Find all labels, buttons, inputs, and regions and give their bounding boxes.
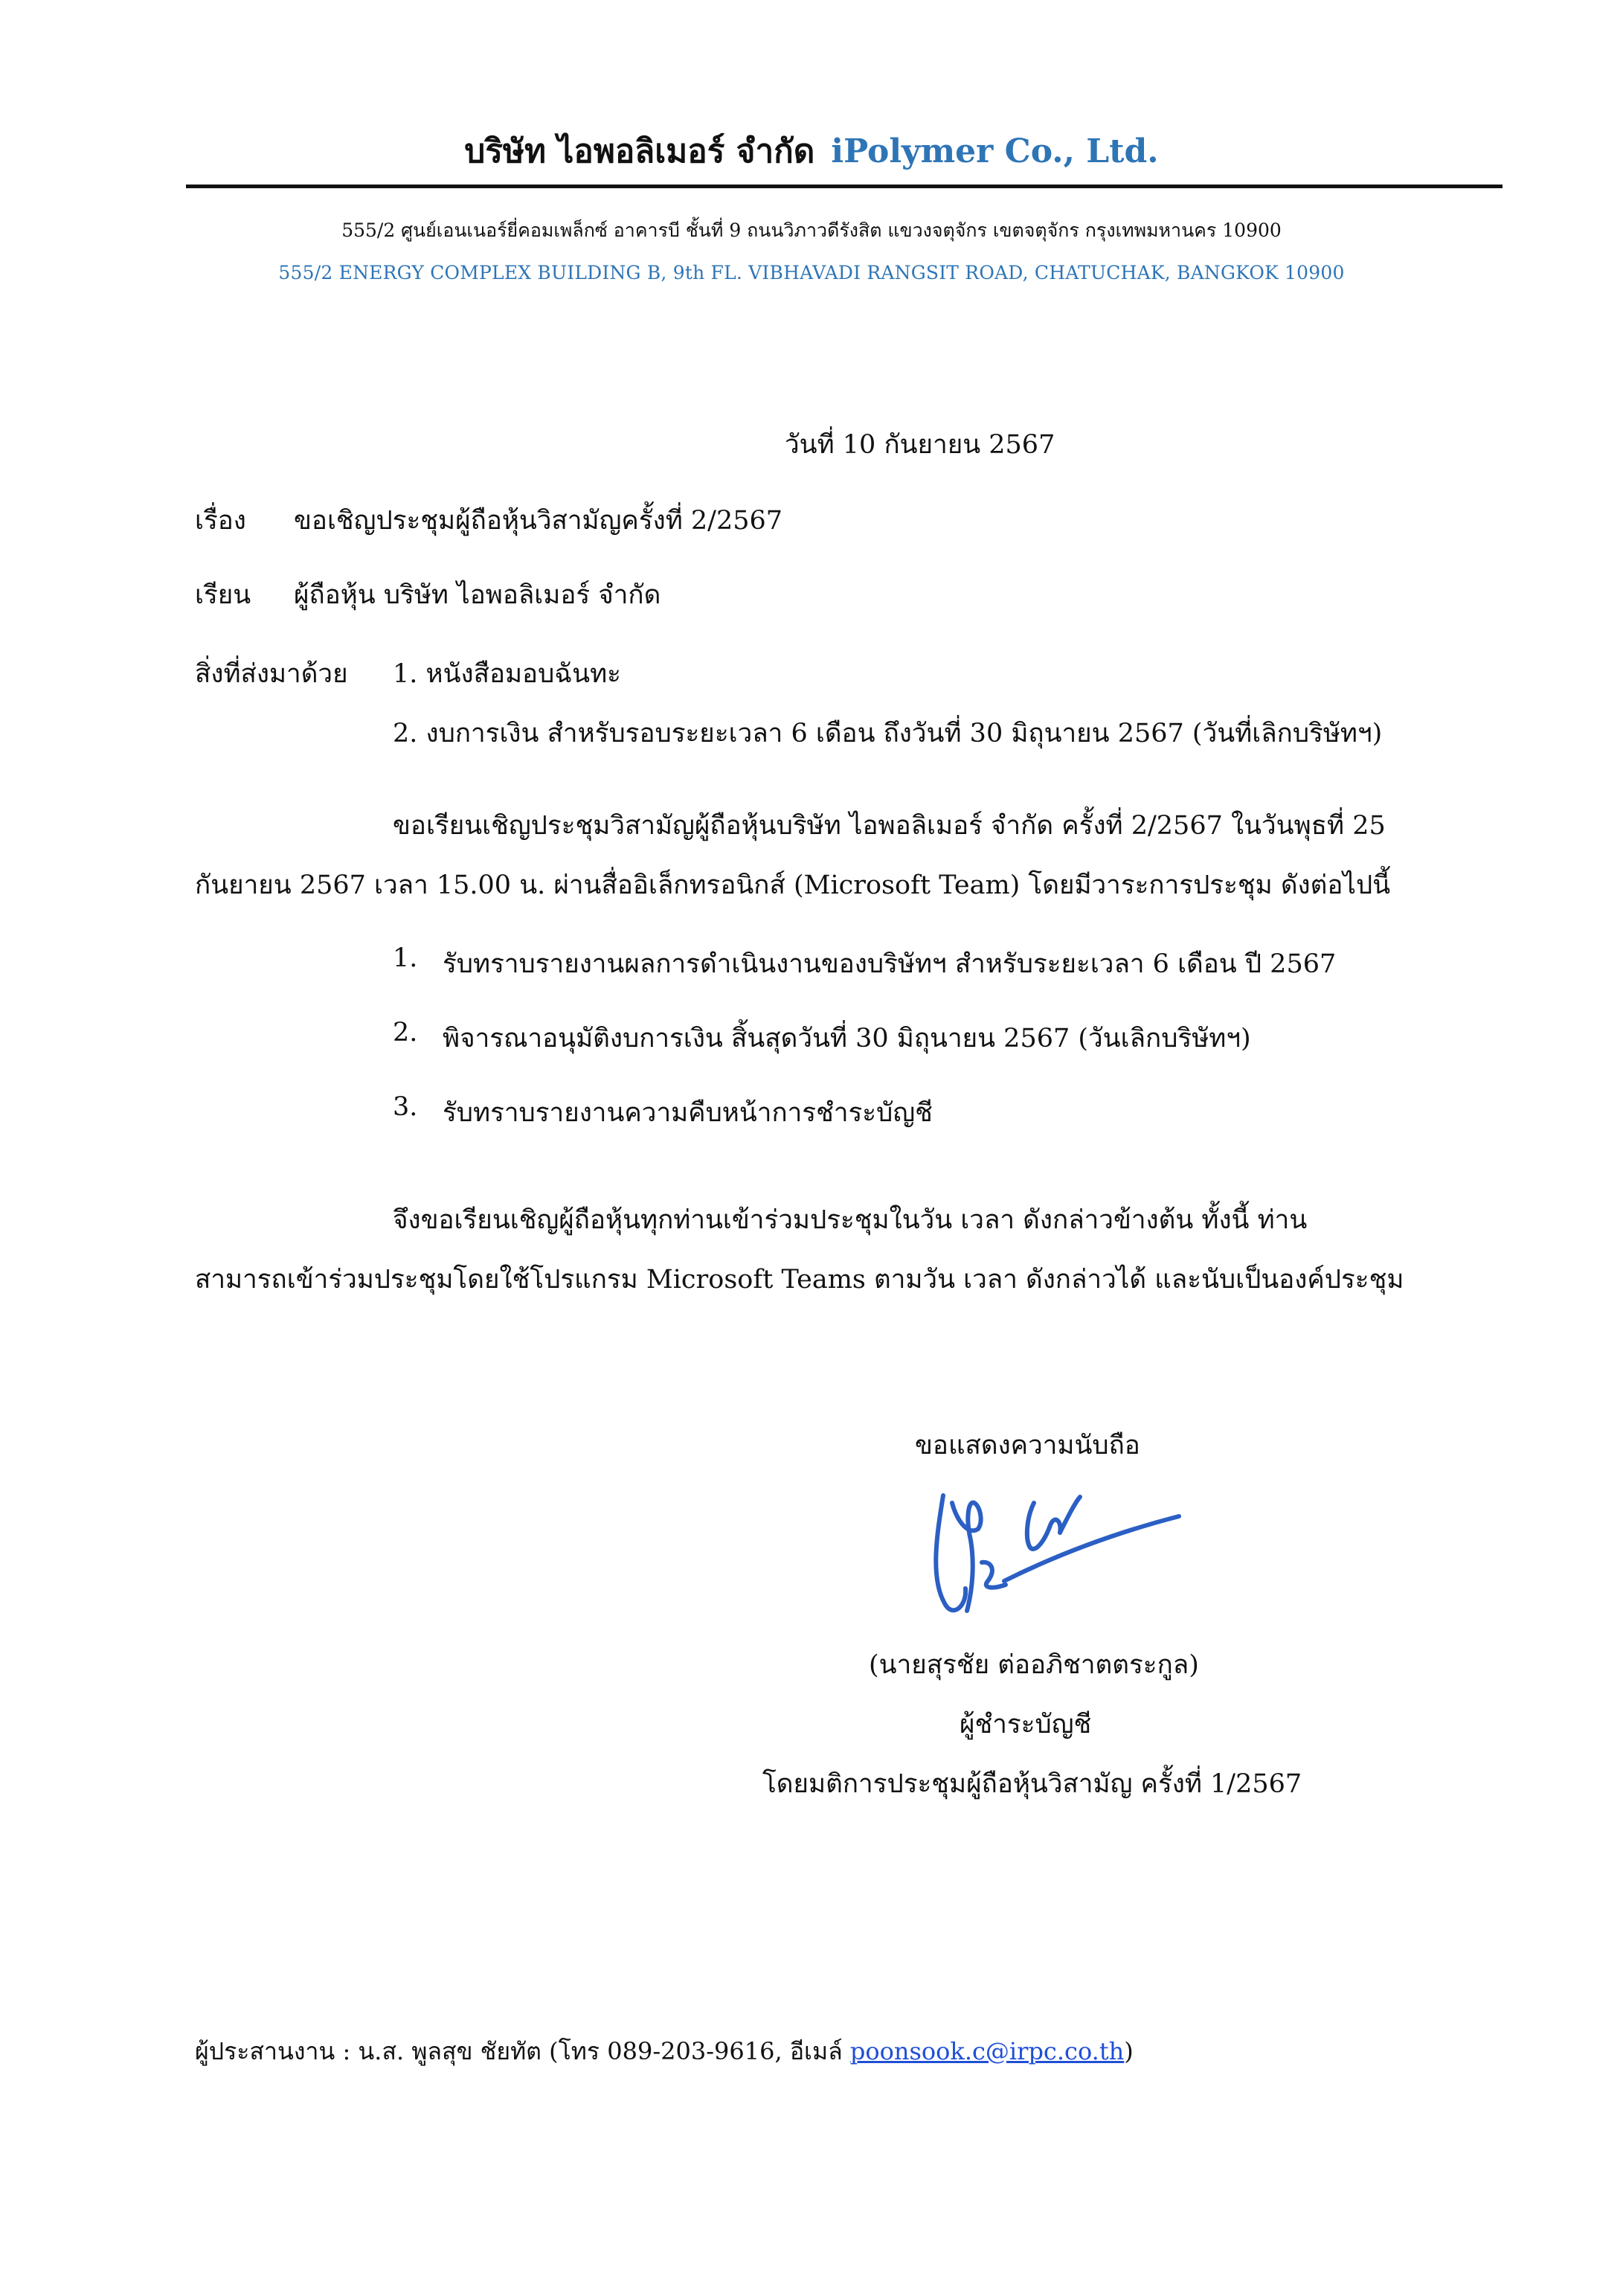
company-name-en: iPolymer Co., Ltd.: [831, 132, 1159, 170]
coordinator-email-link[interactable]: poonsook.c@irpc.co.th: [849, 2037, 1125, 2065]
company-name-th: บริษัท ไอพอลิเมอร์ จำกัด: [464, 132, 815, 170]
recipient-label: เรียน: [195, 580, 251, 610]
letter-date: วันที่ 10 กันยายน 2567: [785, 430, 1055, 460]
agenda-item: รับทราบรายงานผลการดำเนินงานของบริษัทฯ สำหรับระยะเวลา 6 เดือน ปี 2567: [443, 949, 1337, 979]
closing-paragraph-line: สามารถเข้าร่วมประชุมโดยใช้โปรแกรม Microsoft Teams ตามวัน เวลา ดังกล่าวได้ และนับเป็นองค์ประชุม: [195, 1265, 1404, 1295]
signature-image: [922, 1451, 1205, 1652]
subject-text: ขอเชิญประชุมผู้ถือหุ้นวิสามัญครั้งที่ 2/2567: [294, 506, 783, 536]
enclosure-label: สิ่งที่ส่งมาด้วย: [195, 659, 348, 689]
enclosure-item: 1. หนังสือมอบฉันทะ: [393, 659, 621, 689]
regards-text: ขอแสดงความนับถือ: [915, 1431, 1140, 1460]
recipient-text: ผู้ถือหุ้น บริษัท ไอพอลิเมอร์ จำกัด: [294, 580, 661, 610]
address-thai: 555/2 ศูนย์เอนเนอร์ยี่คอมเพล็กซ์ อาคารบี ชั้นที่ 9 ถนนวิภาวดีรังสิต แขวงจตุจักร เขตจตุจักร กรุงเทพมหานคร 10900: [341, 219, 1282, 241]
subject-label: เรื่อง: [195, 506, 246, 536]
closing-paragraph-line: จึงขอเรียนเชิญผู้ถือหุ้นทุกท่านเข้าร่วมประชุมในวัน เวลา ดังกล่าวข้างต้น ทั้งนี้ ท่าน: [393, 1205, 1308, 1235]
agenda-number: 2.: [393, 1018, 418, 1048]
agenda-number: 3.: [393, 1092, 418, 1122]
agenda-item: พิจารณาอนุมัติงบการเงิน สิ้นสุดวันที่ 30 มิถุนายน 2567 (วันเลิกบริษัทฯ): [443, 1024, 1251, 1054]
coordinator-contact: [195, 2033, 1134, 2071]
signer-name: (นายสุรชัย ต่ออภิชาตตระกูล): [869, 1650, 1199, 1680]
address-english: 555/2 ENERGY COMPLEX BUILDING B, 9th FL. VIBHAVADI RANGSIT ROAD, CHATUCHAK, BANGKOK 10900: [278, 262, 1345, 283]
enclosure-item: 2. งบการเงิน สำหรับรอบระยะเวลา 6 เดือน ถึงวันที่ 30 มิถุนายน 2567 (วันที่เลิกบริษัทฯ): [393, 719, 1383, 748]
signer-title: ผู้ชำระบัญชี: [960, 1710, 1092, 1739]
header-divider: [186, 185, 1503, 188]
signer-authority: โดยมติการประชุมผู้ถือหุ้นวิสามัญ ครั้งที่ 1/2567: [762, 1769, 1302, 1799]
letterhead-title: [0, 125, 1623, 177]
agenda-number: 1.: [393, 943, 418, 973]
coordinator-close-paren: ): [1124, 2037, 1134, 2065]
coordinator-text: ผู้ประสานงาน : น.ส. พูลสุข ชัยทัต (โทร 089-203-9616, อีเมล์: [195, 2037, 850, 2065]
intro-paragraph-line: ขอเรียนเชิญประชุมวิสามัญผู้ถือหุ้นบริษัท ไอพอลิเมอร์ จำกัด ครั้งที่ 2/2567 ในวันพุธที่ 25: [393, 811, 1386, 841]
intro-paragraph-line: กันยายน 2567 เวลา 15.00 น. ผ่านสื่ออิเล็กทรอนิกส์ (Microsoft Team) โดยมีวาระการประชุม ดังต่อไปนี้: [195, 870, 1391, 900]
agenda-item: รับทราบรายงานความคืบหน้าการชำระบัญชี: [443, 1098, 933, 1128]
